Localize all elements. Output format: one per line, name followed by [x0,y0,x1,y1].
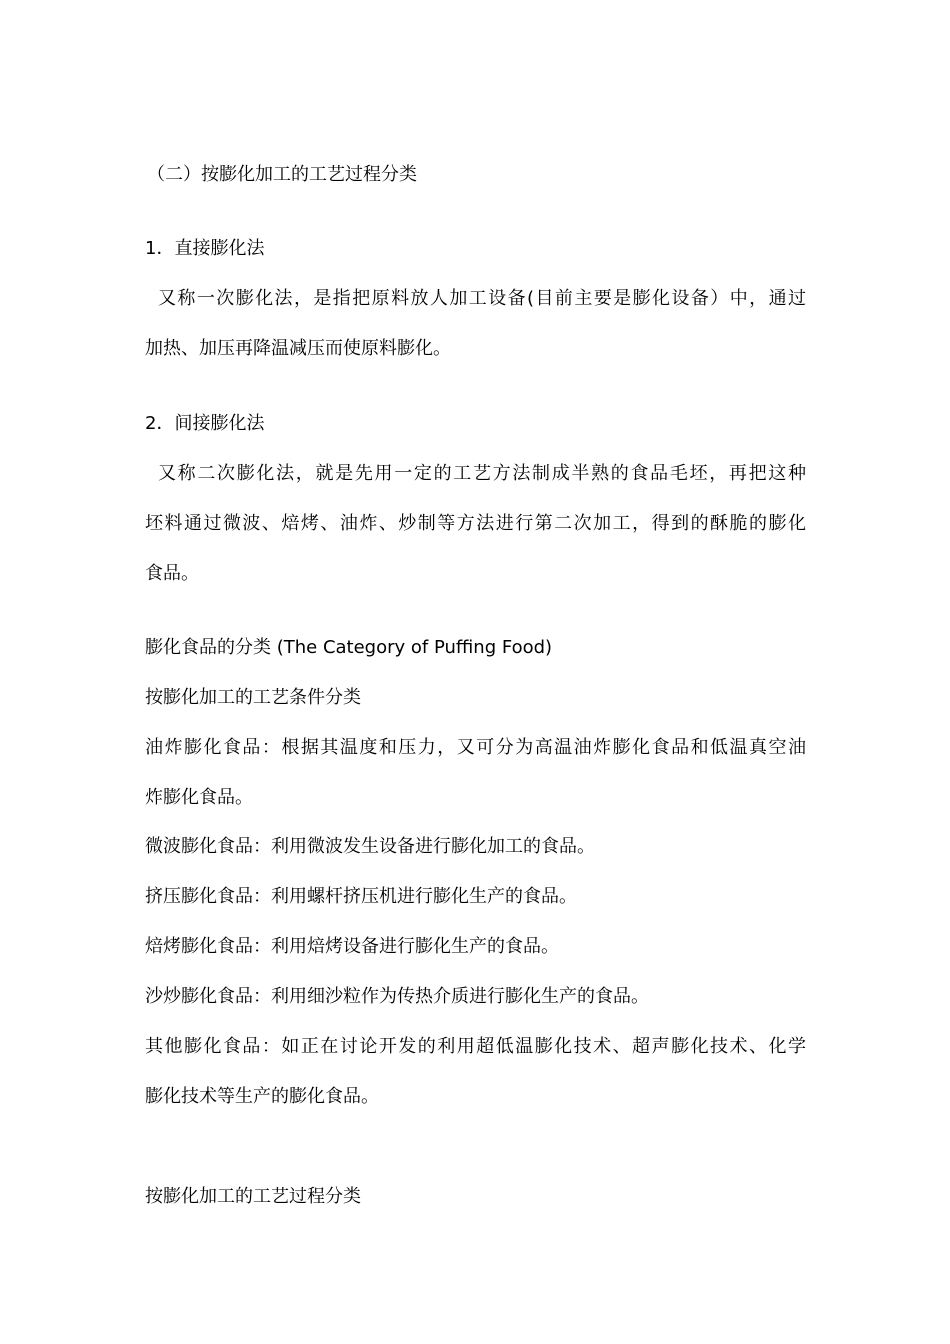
other-food-line2: 膨化技术等生产的膨化食品。 [145,1086,379,1107]
sand-fried-food: 沙炒膨化食品：利用细沙粒作为传热介质进行膨化生产的食品。 [145,986,649,1007]
item1-text-line1: 又称一次膨化法，是指把原料放人加工设备(目前主要是膨化设备）中，通过 [158,288,806,309]
section-heading: （二）按膨化加工的工艺过程分类 [147,164,417,185]
item1-heading: 1．直接膨化法 [145,238,265,259]
footer-heading: 按膨化加工的工艺过程分类 [145,1186,361,1207]
fried-food-line1: 油炸膨化食品：根据其温度和压力，又可分为高温油炸膨化食品和低温真空油 [145,737,806,758]
item2-text-line1: 又称二次膨化法，就是先用一定的工艺方法制成半熟的食品毛坯，再把这种 [158,463,806,484]
category-title: 膨化食品的分类 (The Category of Puffing Food) [145,637,553,658]
item1-text-line2: 加热、加压再降温减压而使原料膨化。 [145,338,451,359]
category-subtitle: 按膨化加工的工艺条件分类 [145,687,361,708]
microwave-food: 微波膨化食品：利用微波发生设备进行膨化加工的食品。 [145,836,595,857]
baked-food: 焙烤膨化食品：利用焙烤设备进行膨化生产的食品。 [145,936,559,957]
fried-food-line2: 炸膨化食品。 [145,787,253,808]
item2-text-line3: 食品。 [145,563,199,584]
item2-heading: 2．间接膨化法 [145,413,265,434]
item2-text-line2: 坯料通过微波、焙烤、油炸、炒制等方法进行第二次加工，得到的酥脆的膨化 [145,513,806,534]
other-food-line1: 其他膨化食品：如正在讨论开发的利用超低温膨化技术、超声膨化技术、化学 [145,1036,806,1057]
extrusion-food: 挤压膨化食品：利用螺杆挤压机进行膨化生产的食品。 [145,886,577,907]
